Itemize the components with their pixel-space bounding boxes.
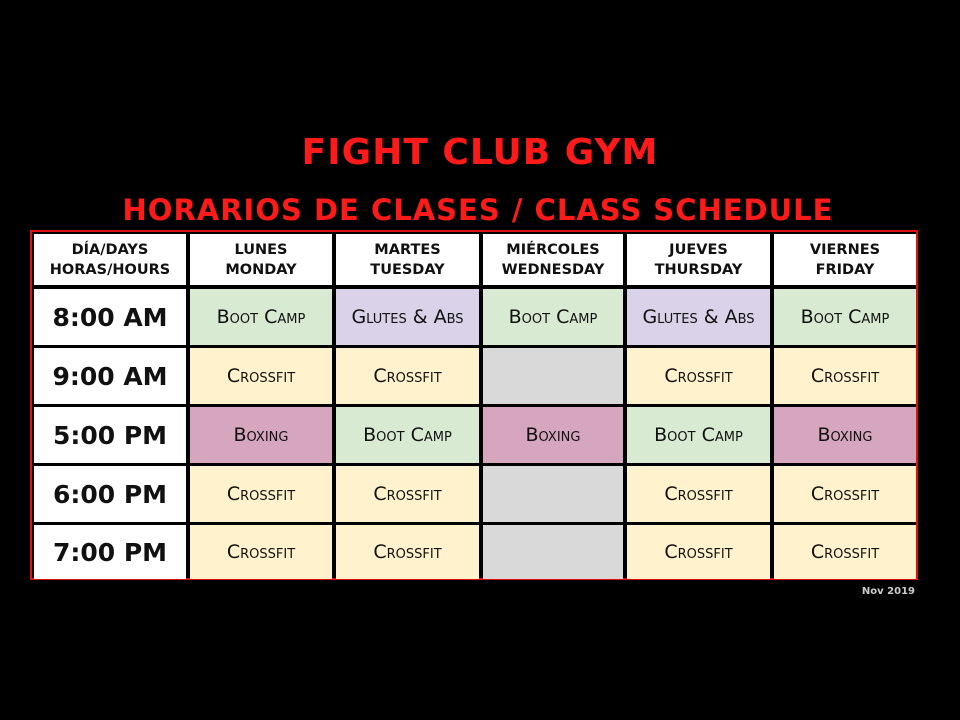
day-header-line: MONDAY bbox=[225, 261, 297, 278]
time-cell: 8:00 AM bbox=[34, 289, 186, 345]
schedule-subtitle: HORARIOS DE CLASES / CLASS SCHEDULE bbox=[122, 193, 834, 227]
corner-header-line: DÍA/DAYS bbox=[71, 241, 149, 258]
class-cell: Crossfit bbox=[774, 466, 916, 522]
day-header bbox=[627, 234, 770, 285]
class-cell: Crossfit bbox=[336, 525, 479, 579]
day-header-line: VIERNES bbox=[809, 241, 881, 258]
time-cell: 7:00 PM bbox=[34, 525, 186, 579]
day-header-line: THURSDAY bbox=[654, 261, 743, 278]
day-header-line: LUNES bbox=[234, 241, 288, 258]
time-cell: 6:00 PM bbox=[34, 466, 186, 522]
class-cell: Boxing bbox=[774, 407, 916, 463]
class-cell: Crossfit bbox=[627, 348, 770, 404]
day-header-line: JUEVES bbox=[669, 241, 728, 258]
day-header bbox=[483, 234, 623, 285]
day-header-line: FRIDAY bbox=[815, 261, 875, 278]
time-cell: 5:00 PM bbox=[34, 407, 186, 463]
class-cell: Boot Camp bbox=[774, 289, 916, 345]
class-cell: Boot Camp bbox=[190, 289, 332, 345]
empty-cell bbox=[483, 348, 623, 404]
class-cell: Glutes & Abs bbox=[627, 289, 770, 345]
class-cell: Boot Camp bbox=[627, 407, 770, 463]
day-header-line: WEDNESDAY bbox=[501, 261, 605, 278]
class-cell: Crossfit bbox=[190, 348, 332, 404]
class-cell: Crossfit bbox=[627, 466, 770, 522]
class-cell: Boxing bbox=[190, 407, 332, 463]
class-cell: Crossfit bbox=[774, 348, 916, 404]
class-schedule-table bbox=[30, 230, 918, 580]
day-header bbox=[774, 234, 916, 285]
corner-header-line: HORAS/HOURS bbox=[49, 261, 171, 278]
class-cell: Crossfit bbox=[190, 466, 332, 522]
day-header-line: TUESDAY bbox=[370, 261, 445, 278]
class-cell: Crossfit bbox=[336, 466, 479, 522]
class-cell: Glutes & Abs bbox=[336, 289, 479, 345]
empty-cell bbox=[483, 466, 623, 522]
class-cell: Boot Camp bbox=[483, 289, 623, 345]
date-note: Nov 2019 bbox=[861, 586, 915, 597]
day-header bbox=[336, 234, 479, 285]
day-header bbox=[190, 234, 332, 285]
class-cell: Boot Camp bbox=[336, 407, 479, 463]
class-cell: Crossfit bbox=[774, 525, 916, 579]
empty-cell bbox=[483, 525, 623, 579]
class-cell: Boxing bbox=[483, 407, 623, 463]
day-header-line: MIÉRCOLES bbox=[506, 241, 600, 258]
day-header-line: MARTES bbox=[374, 241, 441, 258]
class-cell: Crossfit bbox=[336, 348, 479, 404]
gym-title: FIGHT CLUB GYM bbox=[301, 132, 659, 173]
class-cell: Crossfit bbox=[190, 525, 332, 579]
time-cell: 9:00 AM bbox=[34, 348, 186, 404]
class-cell: Crossfit bbox=[627, 525, 770, 579]
corner-header bbox=[34, 234, 186, 285]
